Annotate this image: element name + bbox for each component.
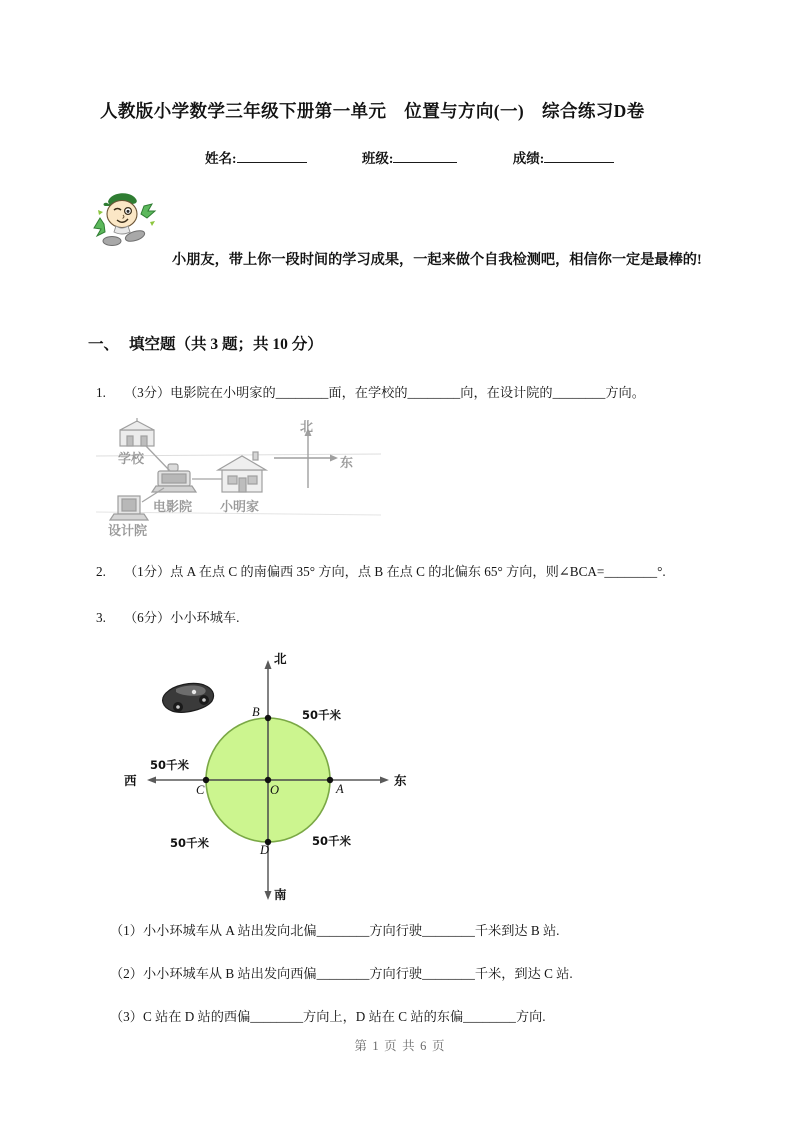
car-icon <box>163 683 214 712</box>
circle-distance-w: 50千米 <box>150 758 190 772</box>
map-label-school: 学校 <box>118 452 145 467</box>
circle-point-a: A <box>336 782 344 796</box>
map-label-design: 设计院 <box>108 524 148 539</box>
circle-distance-se: 50千米 <box>312 834 352 848</box>
map-label-home: 小明家 <box>220 500 260 515</box>
map-label-north: 北 <box>300 420 314 435</box>
section-title: 填空题（共 3 题；共 10 分） <box>129 336 323 353</box>
sub-question-3: （3）C 站在 D 站的西偏________方向上，D 站在 C 站的东偏________方向. <box>110 1009 546 1024</box>
circle-label-east: 东 <box>394 773 407 788</box>
intro-paragraph: 小朋友，带上你一段时间的学习成果，一起来做个自我检测吧，相信你一定是最棒的! <box>172 252 702 268</box>
circle-distance-sw: 50千米 <box>170 836 210 850</box>
class-field[interactable] <box>362 147 458 167</box>
circle-center-o: O <box>270 783 280 797</box>
sub-question-2: （2）小小环城车从 B 站出发向西偏________方向行驶________千米，到达 C 站. <box>110 966 573 981</box>
question-1-number: 1. <box>96 385 106 400</box>
circle-point-c: C <box>196 783 205 797</box>
question-1-map-figure <box>96 416 381 538</box>
question-1-text: （3分）电影院在小明家的________面，在学校的________向，在设计院的________方向。 <box>124 385 645 400</box>
question-3 <box>96 608 396 628</box>
circle-label-west: 西 <box>124 773 137 788</box>
class-blank[interactable] <box>393 162 457 163</box>
class-label: 班级: <box>361 151 394 166</box>
ring-road-diagram <box>108 645 438 910</box>
name-label: 姓名: <box>205 151 237 166</box>
question-3-circle-figure <box>108 645 438 910</box>
question-3-text: （6分）小小环城车. <box>124 610 240 625</box>
map-label-east: 东 <box>340 456 354 471</box>
score-label: 成绩: <box>512 151 545 166</box>
section-heading <box>88 332 323 354</box>
page-title: 人教版小学数学三年级下册第一单元 位置与方向(一) 综合练习D卷 <box>100 101 645 121</box>
score-blank[interactable] <box>544 162 614 163</box>
circle-distance-ne: 50千米 <box>302 708 342 722</box>
section-number: 一、 <box>88 336 120 353</box>
name-field[interactable] <box>205 147 307 167</box>
score-field[interactable] <box>513 147 615 167</box>
identity-row <box>205 147 614 167</box>
question-3-number: 3. <box>96 610 106 625</box>
page-footer: 第 1 页 共 6 页 <box>354 1039 446 1053</box>
circle-label-north: 北 <box>274 651 287 666</box>
name-blank[interactable] <box>237 162 307 163</box>
circle-label-south: 南 <box>274 887 287 902</box>
question-1 <box>96 383 716 403</box>
question-2 <box>96 562 756 582</box>
circle-point-d: D <box>260 843 270 857</box>
question-2-number: 2. <box>96 564 106 579</box>
sub-question-1: （1）小小环城车从 A 站出发向北偏________方向行驶________千米到达 B 站. <box>110 923 560 938</box>
question-2-text: （1分）点 A 在点 C 的南偏西 35° 方向，点 B 在点 C 的北偏东 65° 方向，则∠BCA=________°. <box>124 564 666 579</box>
map-label-cinema: 电影院 <box>153 500 193 515</box>
circle-point-b: B <box>252 705 260 719</box>
